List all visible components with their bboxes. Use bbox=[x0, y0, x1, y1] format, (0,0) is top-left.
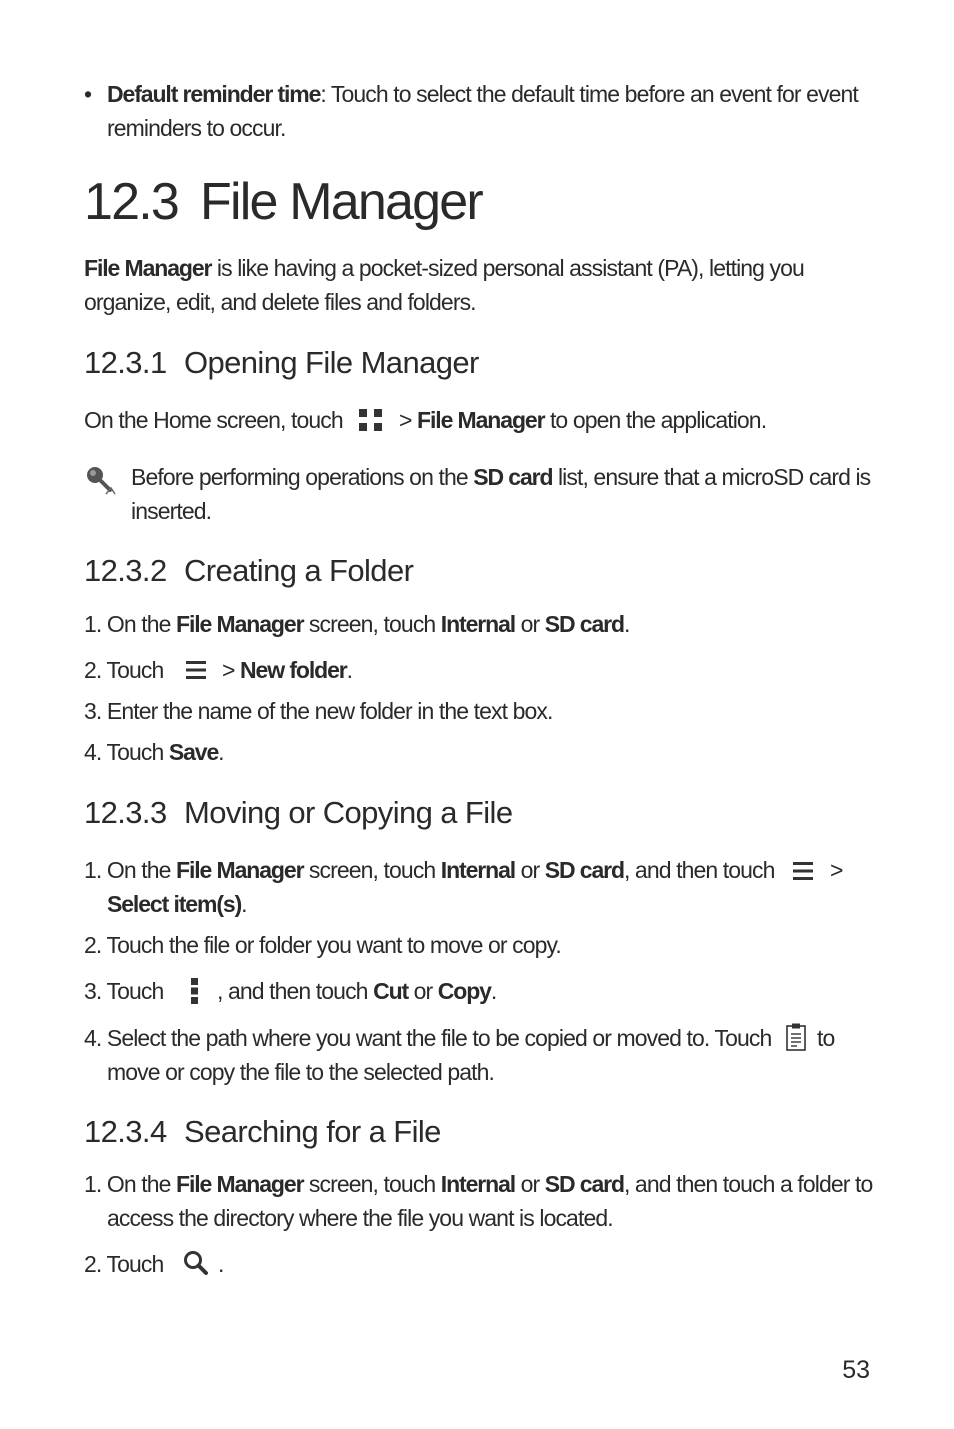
s3-step-3-post: , and then touch Cut or Copy. bbox=[217, 978, 497, 1004]
s4-step-2-end: . bbox=[218, 1251, 224, 1277]
s4-step-1-line-1: 1. On the File Manager screen, touch Internal or SD card, and then touch a folder to bbox=[84, 1171, 873, 1197]
subsection-heading-moving: 12.3.3 Moving or Copying a File bbox=[84, 795, 513, 830]
paste-clipboard-icon bbox=[785, 1022, 807, 1052]
subsection-heading-searching: 12.3.4 Searching for a File bbox=[84, 1114, 441, 1149]
bullet-mark: • bbox=[84, 81, 92, 107]
subsection-heading-opening: 12.3.1 Opening File Manager bbox=[84, 345, 479, 380]
s3-step-4-line-2: move or copy the file to the selected path. bbox=[107, 1059, 495, 1085]
bullet-term: Default reminder time bbox=[107, 81, 321, 107]
s2-step-2-post: > New folder. bbox=[222, 657, 353, 683]
s2-step-2-pre: 2. Touch bbox=[84, 657, 164, 683]
subsection-heading-creating: 12.3.2 Creating a Folder bbox=[84, 553, 414, 588]
section-heading: 12.3 File Manager bbox=[84, 173, 482, 231]
s3-step-3-pre: 3. Touch bbox=[84, 978, 164, 1004]
s2-step-3: 3. Enter the name of the new folder in the text box. bbox=[84, 698, 553, 724]
menu-icon bbox=[185, 659, 207, 681]
s1-note-line-2: inserted. bbox=[131, 498, 212, 524]
page-number: 53 bbox=[842, 1356, 870, 1384]
menu-icon bbox=[792, 860, 814, 882]
s3-step-2: 2. Touch the file or folder you want to move or copy. bbox=[84, 932, 561, 958]
s4-step-1-line-2: access the directory where the file you want is located. bbox=[107, 1205, 613, 1231]
s2-step-1: 1. On the File Manager screen, touch Internal or SD card. bbox=[84, 611, 630, 637]
s3-step-1-line-2: Select item(s). bbox=[107, 891, 247, 917]
bullet-line-1: Default reminder time: Touch to select the default time before an event for event bbox=[107, 81, 858, 107]
apps-grid-icon bbox=[358, 408, 384, 432]
intro-line-2: organize, edit, and delete files and folders. bbox=[84, 289, 476, 315]
note-magnifier-icon bbox=[84, 464, 118, 498]
s1-note-line-1: Before performing operations on the SD card list, ensure that a microSD card is bbox=[131, 464, 871, 490]
s1-instruction-pre: On the Home screen, touch bbox=[84, 407, 343, 433]
s1-instruction-post: > File Manager to open the application. bbox=[399, 407, 767, 433]
more-vertical-icon bbox=[188, 976, 202, 1006]
bullet-line-2: reminders to occur. bbox=[107, 115, 286, 141]
s3-step-4-to: to bbox=[817, 1025, 835, 1051]
search-icon bbox=[182, 1249, 210, 1277]
s3-step-1-gt: > bbox=[830, 857, 843, 883]
s4-step-2-pre: 2. Touch bbox=[84, 1251, 164, 1277]
s3-step-1-line-1: 1. On the File Manager screen, touch Internal or SD card, and then touch bbox=[84, 857, 775, 883]
intro-line-1: File Manager is like having a pocket-sized personal assistant (PA), letting you bbox=[84, 255, 804, 281]
s3-step-4-line-1: 4. Select the path where you want the file to be copied or moved to. Touch bbox=[84, 1025, 772, 1051]
s2-step-4: 4. Touch Save. bbox=[84, 739, 224, 765]
